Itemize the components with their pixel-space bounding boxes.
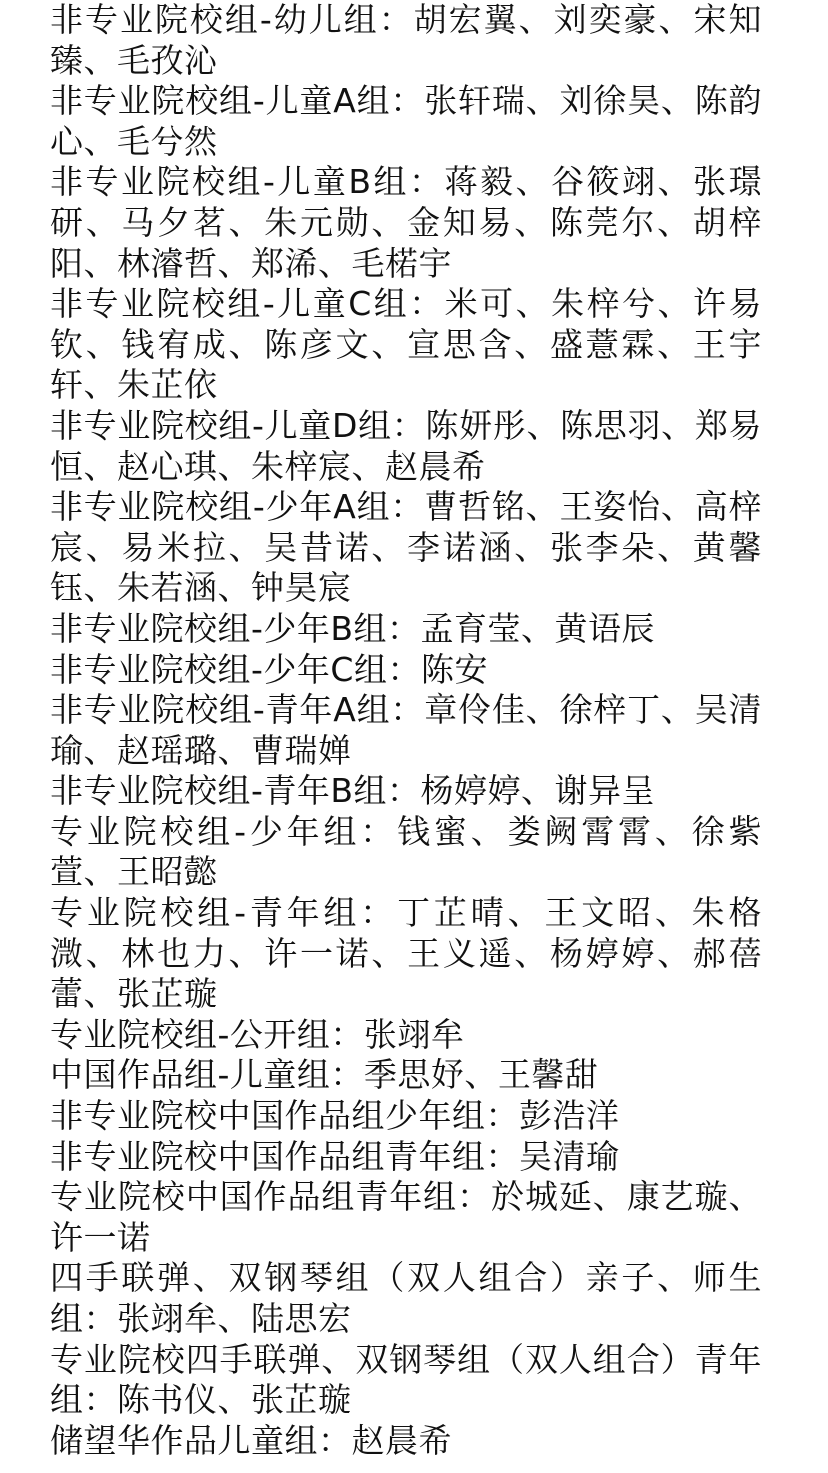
list-item: 专业院校中国作品组青年组：於城延、康艺璇、许一诺 xyxy=(50,1177,762,1257)
list-item: 储望华作品儿童组：赵晨希 xyxy=(50,1420,452,1460)
list-item: 非专业院校组-少年A组：曹哲铭、王姿怡、高梓宸、易米拉、吴昔诺、李诺涵、张李朵、黄馨钰、朱若涵、钟昊宸 xyxy=(50,487,762,608)
list-item: 非专业院校中国作品组少年组：彭浩洋 xyxy=(50,1096,620,1136)
list-item: 非专业院校组-儿童A组：张轩瑞、刘徐昊、陈韵心、毛兮然 xyxy=(50,81,762,161)
list-item: 专业院校组-公开组：张翊牟 xyxy=(50,1014,465,1054)
award-list xyxy=(50,0,762,1461)
list-item: 非专业院校组-幼儿组：胡宏翼、刘奕豪、宋知臻、毛孜沁 xyxy=(50,0,762,80)
list-item: 非专业院校组-儿童B组：蒋毅、谷筱翊、张璟研、马夕茗、朱元勋、金知易、陈莞尔、胡梓阳、林濬哲、郑浠、毛楉宇 xyxy=(50,162,762,283)
list-item: 非专业院校组-少年C组：陈安 xyxy=(50,649,488,689)
list-item: 专业院校组-少年组：钱蜜、娄阙霄霄、徐紫萱、王昭懿 xyxy=(50,811,762,892)
list-item: 非专业院校组-青年B组：杨婷婷、谢异呈 xyxy=(50,771,656,811)
list-item: 非专业院校组-儿童C组：米可、朱梓兮、许易钦、钱宥成、陈彦文、宣思含、盛薏霖、王宇轩、朱芷依 xyxy=(50,284,762,405)
list-item: 非专业院校组-儿童D组：陈妍彤、陈思羽、郑易恒、赵心琪、朱梓宸、赵晨希 xyxy=(50,405,762,486)
list-item: 中国作品组-儿童组：季思妤、王馨甜 xyxy=(50,1055,599,1095)
list-item: 专业院校四手联弹、双钢琴组（双人组合）青年组：陈书仪、张芷璇 xyxy=(50,1339,762,1420)
list-item: 非专业院校组-少年B组：孟育莹、黄语辰 xyxy=(50,608,656,648)
list-item: 专业院校组-青年组：丁芷晴、王文昭、朱格溦、林也力、许一诺、王义遥、杨婷婷、郝蓓蕾、张芷璇 xyxy=(50,893,762,1014)
list-item: 非专业院校中国作品组青年组：吴清瑜 xyxy=(50,1136,620,1176)
list-item: 非专业院校组-青年A组：章伶佳、徐梓丁、吴清瑜、赵瑶璐、曹瑞婵 xyxy=(50,690,762,770)
list-item: 四手联弹、双钢琴组（双人组合）亲子、师生组：张翊牟、陆思宏 xyxy=(50,1258,762,1338)
